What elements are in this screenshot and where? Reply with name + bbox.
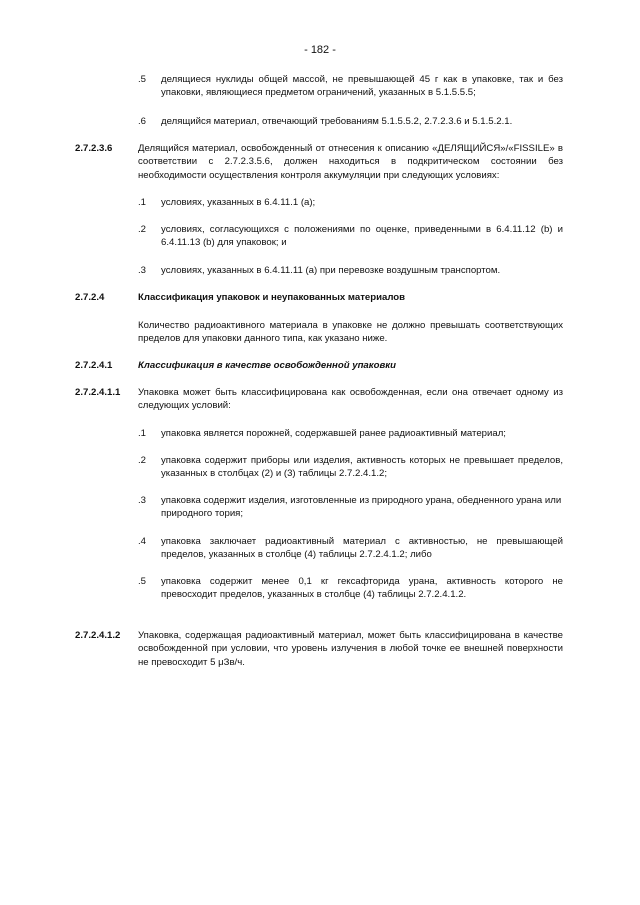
list-item-marker: .5 (138, 576, 147, 587)
list-item-marker: .3 (138, 265, 147, 276)
section-text: Количество радиоактивного материала в упаковке не должно превышать соответствующих пределов для упаковки данного типа, как указано ниже. (138, 320, 563, 345)
list-item-marker: .5 (138, 74, 147, 85)
section-number: 2.7.2.4 (75, 292, 105, 303)
section-text: Упаковка, содержащая радиоактивный материал, может быть классифицирована в качестве освобожденной при условии, что уровень излучения в любой точке ее внешней поверхности не превосходит 5 μЗв/ч. (138, 630, 563, 668)
list-item-text: упаковка содержит изделия, изготовленные из природного урана, обедненного урана или природного тория; (161, 495, 562, 520)
list-item-text: упаковка содержит приборы или изделия, активность которых не превышает пределов, указанных в столбцах (2) и (3) таблицы 2.7.2.4.1.2; (161, 455, 563, 480)
list-item-marker: .2 (138, 455, 147, 466)
section-number: 2.7.2.3.6 (75, 143, 113, 154)
list-item-marker: .1 (138, 197, 147, 208)
page-number: - 182 - (304, 44, 336, 56)
section-heading: Классификация упаковок и неупакованных материалов (138, 292, 406, 303)
section-number: 2.7.2.4.1.1 (75, 387, 121, 398)
section-number: 2.7.2.4.1 (75, 360, 113, 371)
list-item-text: делящиеся нуклиды общей массой, не превышающей 45 г как в упаковке, так и без упаковки, являющиеся предметом ограничений, указанных в 5.1.5.5.5; (161, 74, 563, 99)
list-item-marker: .2 (138, 224, 147, 235)
list-item-marker: .4 (138, 536, 147, 547)
section-number: 2.7.2.4.1.2 (75, 630, 121, 641)
list-item-text: упаковка является порожней, содержавшей ранее радиоактивный материал; (161, 428, 506, 439)
list-item-text: условиях, указанных в 6.4.11.11 (a) при перевозке воздушным транспортом. (161, 265, 501, 276)
list-item-text: условиях, указанных в 6.4.11.1 (a); (161, 197, 316, 208)
list-item-marker: .1 (138, 428, 147, 439)
list-item-marker: .3 (138, 495, 147, 506)
section-text: Делящийся материал, освобожденный от отнесения к описанию «ДЕЛЯЩИЙСЯ»/«FISSILE» в соответствии с 2.7.2.3.5.6, должен находиться в подкритическом состоянии без необходимости осуществления контроля аккумуляции при следующих условиях: (138, 143, 563, 181)
list-item-text: упаковка содержит менее 0,1 кг гексафторида урана, активность которого не превосходит пределов, указанных в столбце (4) таблицы 2.7.2.4.1.2. (161, 576, 563, 601)
list-item-marker: .6 (138, 116, 147, 127)
list-item-text: упаковка заключает радиоактивный материал с активностью, не превышающей пределов, указанных в столбце (4) таблицы 2.7.2.4.1.2; либо (161, 536, 563, 561)
section-text: Упаковка может быть классифицирована как освобожденная, если она отвечает одному из следующих условий: (138, 387, 563, 412)
section-heading: Классификация в качестве освобожденной упаковки (138, 360, 397, 371)
list-item-text: условиях, согласующихся с положениями по оценке, приведенными в 6.4.11.12 (b) и 6.4.11.13 (b) для упаковок; и (161, 224, 563, 249)
list-item-text: делящийся материал, отвечающий требованиям 5.1.5.5.2, 2.7.2.3.6 и 5.1.5.2.1. (161, 116, 513, 127)
